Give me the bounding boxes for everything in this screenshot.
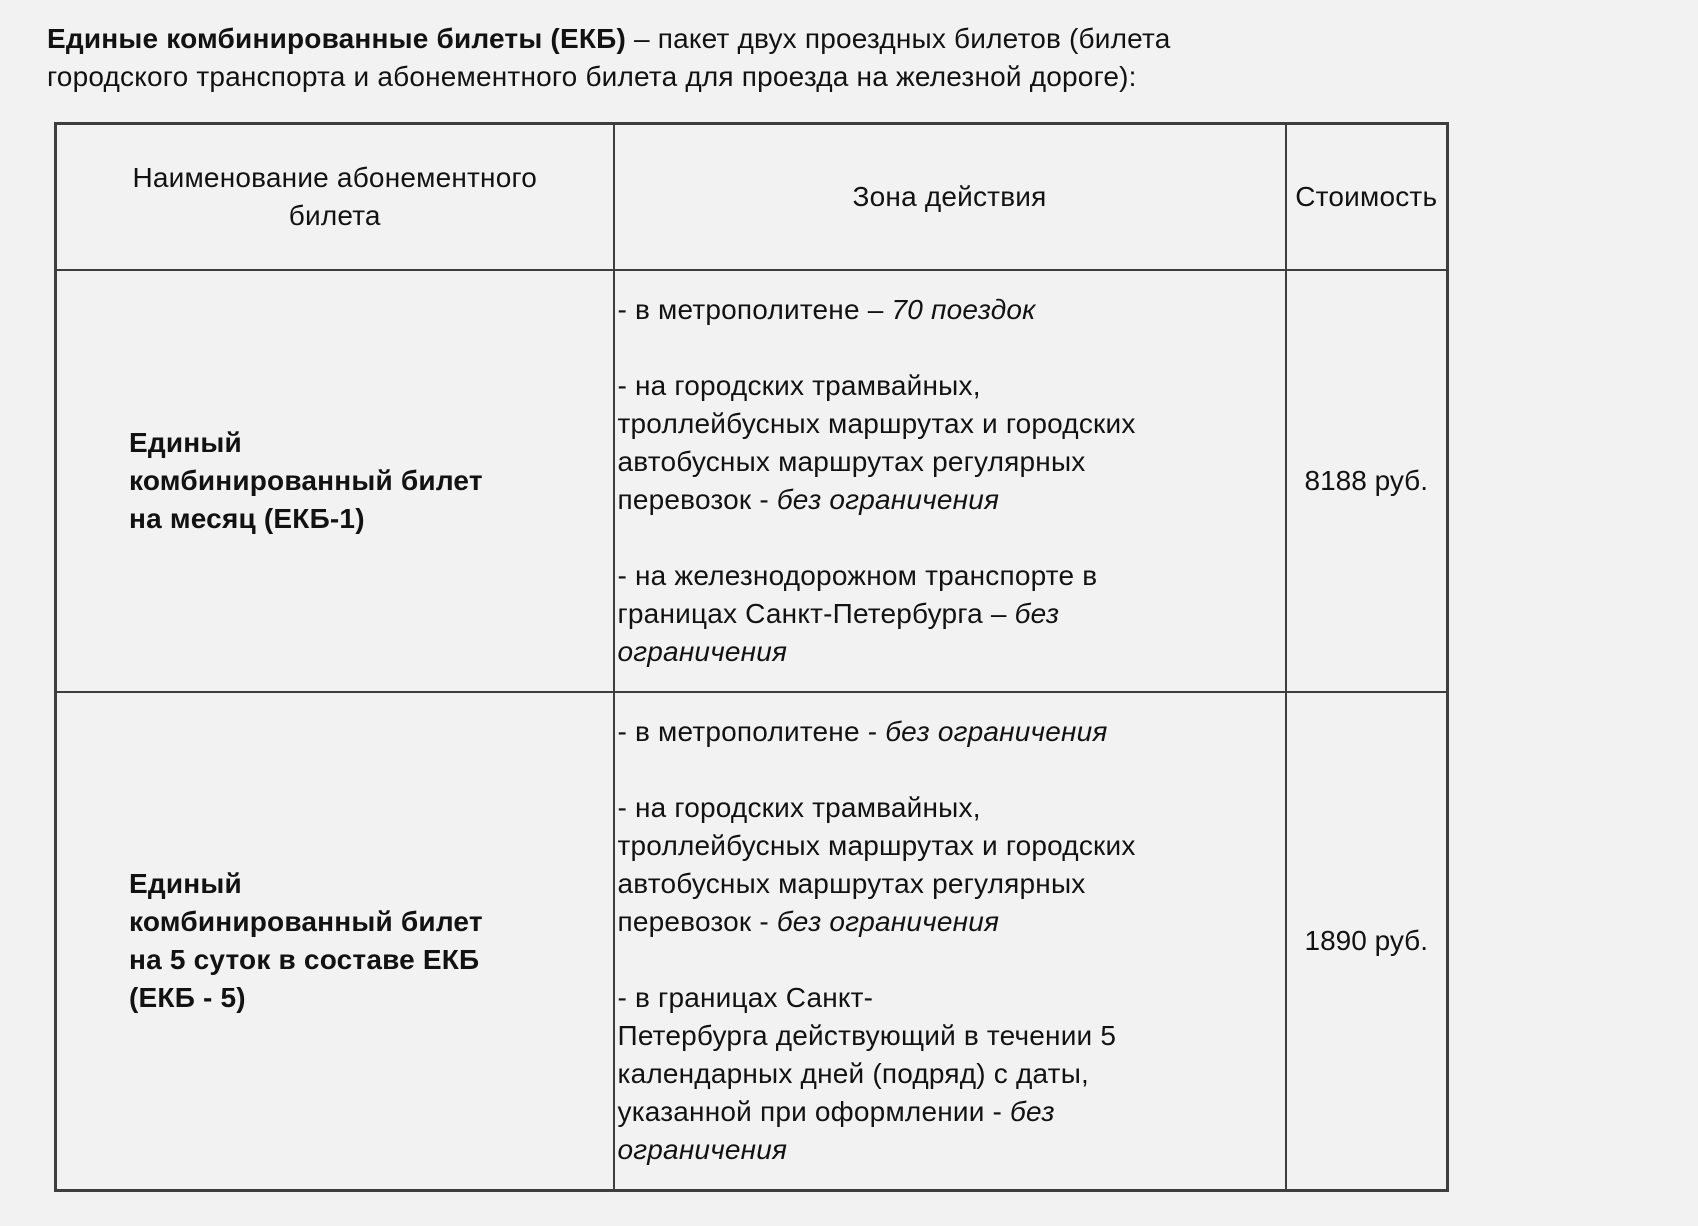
text-run: Единый <box>129 426 242 458</box>
text-run: - в метрополитене – <box>617 293 892 325</box>
italic-text-run: без <box>1014 597 1060 629</box>
text-run: - на городских трамвайных, <box>617 369 981 401</box>
zone-paragraph <box>618 291 1280 329</box>
text-run: - на железнодорожном транспорте в <box>617 559 1098 591</box>
italic-text-run: без ограничения <box>776 483 1000 515</box>
intro-paragraph <box>47 20 1367 96</box>
table-row-ekb-1 <box>56 270 1448 692</box>
column-header-ticket-name: Наименование абонементного билета <box>56 124 614 270</box>
text-run: - в границах Санкт- <box>617 981 874 1013</box>
column-header-zone: Зона действия <box>614 124 1286 270</box>
price-cell: 1890 руб. <box>1286 692 1448 1191</box>
text-run: городского транспорта и абонементного билета для проезда на железной дороге): <box>47 61 1137 92</box>
text-run: Единый <box>129 867 242 899</box>
italic-text-run: без <box>1010 1095 1055 1127</box>
text-run: Петербурга действующий в течении 5 <box>617 1019 1117 1051</box>
table-header-row <box>56 124 1448 270</box>
text-run: – пакет двух проездных билетов (билета <box>625 23 1171 54</box>
text-run: (ЕКБ - 5) <box>129 981 246 1013</box>
zone-paragraph <box>618 713 1280 751</box>
tickets-table <box>54 122 1449 1192</box>
italic-text-run: ограничения <box>617 635 788 667</box>
italic-text-run: без ограничения <box>885 715 1108 747</box>
zone-paragraph <box>618 557 1280 671</box>
text-run: - в метрополитене - <box>617 715 886 747</box>
bold-text-run: Единые комбинированные билеты (ЕКБ) <box>47 23 626 54</box>
italic-text-run: ограничения <box>617 1133 788 1165</box>
text-run: границах Санкт-Петербурга – <box>617 597 1015 629</box>
zone-cell <box>614 270 1286 692</box>
italic-text-run: без ограничения <box>776 905 1000 937</box>
text-run: на 5 суток в составе ЕКБ <box>129 943 480 975</box>
text-run: комбинированный билет <box>129 905 483 937</box>
zone-paragraph <box>618 789 1280 941</box>
text-run: троллейбусных маршрутах и городских <box>617 407 1136 439</box>
text-run: перевозок - <box>617 905 777 937</box>
price-cell: 8188 руб. <box>1286 270 1448 692</box>
ticket-name-cell <box>56 692 614 1191</box>
zone-paragraph <box>618 367 1280 519</box>
ticket-name-cell <box>56 270 614 692</box>
italic-text-run: 70 поездок <box>891 293 1036 325</box>
text-run: комбинированный билет <box>129 464 483 496</box>
column-header-price: Стоимость <box>1286 124 1448 270</box>
text-run: на месяц (ЕКБ-1) <box>129 502 365 534</box>
text-run: перевозок - <box>617 483 777 515</box>
text-run: календарных дней (подряд) с даты, <box>617 1057 1089 1089</box>
text-run: троллейбусных маршрутах и городских <box>617 829 1136 861</box>
text-run: - на городских трамвайных, <box>617 791 981 823</box>
table-row-ekb-5 <box>56 692 1448 1191</box>
text-run: автобусных маршрутах регулярных <box>617 445 1086 477</box>
zone-cell <box>614 692 1286 1191</box>
text-run: указанной при оформлении - <box>617 1095 1011 1127</box>
zone-paragraph <box>618 979 1280 1169</box>
text-run: автобусных маршрутах регулярных <box>617 867 1086 899</box>
